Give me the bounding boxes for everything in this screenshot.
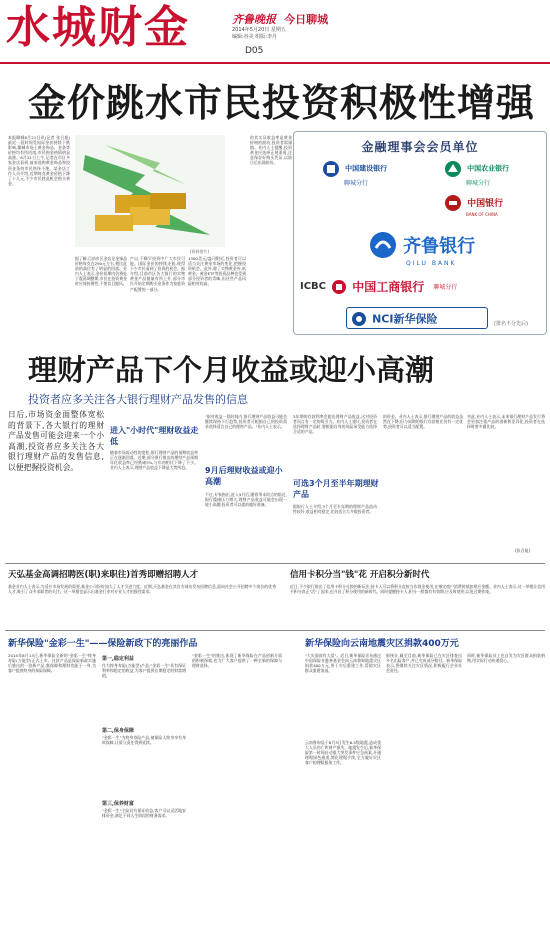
icbc-en: ICBC: [300, 281, 327, 292]
brief2-title: 信用卡积分当"钱"花 开启积分新时代: [290, 570, 430, 580]
bank-icbc: [300, 276, 540, 302]
boc-name: 中国银行: [467, 199, 504, 209]
news3-body2: "金彩一生"为终身寿险产品,被保险人终身享有身故保障,让爱与责任得到延续。: [102, 735, 186, 746]
nci-logo-icon: [351, 311, 367, 327]
date-line: 2014年5月20日 星期五: [232, 27, 286, 33]
ccb-name: 中国建设银行: [345, 164, 388, 173]
news3-body3: "金彩一生"主险具有保证收益,客户可以灵活地安排资金,满足不同人生阶段的财务需求。: [102, 808, 186, 819]
article2-byline: (张召旭): [515, 548, 531, 553]
article2-col3: "据对收益一段时间内,银行理财产品收益可能会继续保持下行趋势,投资者可根据自己的投资需求选择适合自己的理财产品。"业内人士表示。: [205, 414, 287, 430]
article2-col5: 的资金。业内人士表示,银行理财产品的收益虽然在下降,但与同期的银行存款相比仍有一定优势,投资者可以适当配置。: [383, 414, 463, 430]
abc-logo-icon: [444, 160, 462, 178]
subheadline-wealth-products: 投资者应多关注各大银行理财产品发售的信息: [28, 393, 248, 406]
news3-body4: "金彩一生"的推出,体现了新华保险在产品创新方面的积极探索,也为广大客户提供了一种全新的保障与理财选择。: [192, 653, 282, 669]
masthead: [0, 0, 550, 62]
paper-sub: 今日聊城: [284, 13, 329, 26]
ccb-logo-icon: [322, 160, 340, 178]
paper-logo: [232, 8, 328, 27]
ccb-sub: 聊城分行: [344, 179, 369, 187]
headline-gold-price: 金价跳水市民投资积极性增强: [28, 80, 536, 125]
bank-boc: [444, 192, 544, 222]
icbc-logo-icon: [331, 279, 347, 295]
article2-col2-head: 进入"小时代"理财收益走低: [110, 426, 199, 446]
article2-col4b: 据银行人士介绍,3个月至半年期的理财产品流动性较好,收益相对稳定,比较适合大多数投资者。: [293, 504, 377, 515]
boc-logo-icon: [444, 194, 462, 212]
article2-col4-head: 可选3个月至半年期理财产品: [293, 479, 379, 499]
news4-body2: 云南鲁甸县于8月3日发生6.5级地震,造成重大人员伤亡和财产损失。地震发生后,新华保险第一时间启动重大突发事件应急预案,开通理赔绿色通道,简化理赔手续,全力做好灾区客户的理赔服务工作。: [305, 740, 381, 766]
bank-abc: [444, 158, 544, 188]
article2-lead: 日后,市场资金面整体宽松的背景下,各大银行的理财产品发售可能会迎来一个小高潮,投资者应多关注各大银行理财产品的发售信息,以便把握投资机会。: [8, 410, 104, 472]
divider-2: [5, 630, 545, 631]
article1-col3: 产以,不稀罕投资中广大市民可能。国际金价的持续走低,使得不少市民看到了投资的机会。据介绍,目前市区各大银行的实物黄金产品销量有所上升,部分市民开始定期购买金条作为家庭资产配置的一部分。: [130, 256, 185, 292]
brief1-title: 天弘基金高调招聘医(职)来职往)首秀即赠招聘人才: [8, 570, 199, 580]
article2-col3-head: 9月后理财收益或迎小高潮: [205, 466, 283, 486]
nci-name: NCI新华保险: [372, 312, 438, 326]
article1-col2: 据了解,目前市区金店足金饰品价格每克在290元左右,相比此前的高位有了明显的回落。业内人士表示,金价短期内仍将处于震荡调整期,市民在投资黄金时应保持理性,不要盲目跟风。: [75, 256, 127, 287]
bank-ccb: [322, 158, 422, 188]
brief1-body: 基金业内人士表示,为适应市场发展的需要,基金公司纷纷加大了人才引进力度。近期,天弘基金在其官方网站发布招聘信息,面向社会公开招聘多个岗位的优秀人才,吸引了众多求职者的关注。这一举措也显示出基金行业对专业人才的强烈需求。: [8, 584, 276, 595]
ad-footnote: (排名不分先后): [494, 321, 528, 327]
icbc-sub: 聊城分行: [433, 284, 458, 291]
gold-illustration: [75, 135, 225, 247]
divider-1: [5, 563, 545, 564]
article2-col4: 3年期的存款利率会超出理财产品收益,这对投资者而言有一定的吸引力。业内人士建议,投资者在选择理财产品时,要根据自身的风险承受能力选择合适的产品。: [293, 414, 377, 435]
bank-members-ad: [293, 131, 547, 335]
icbc-name: 中国工商银行: [352, 280, 425, 294]
article2-col2: 随着市场流动性的宽松,银行理财产品的预期收益率正在逐渐回落。近期,部分银行推出的理财产品预期年化收益率已经跌破5%,与年初相比下降了不少。业内人士表示,理财产品收益下降是大势所趋。: [110, 450, 198, 471]
paper-brand: 齐鲁晚报: [232, 13, 276, 26]
news3-sec3: 第三,保养财富: [102, 801, 134, 807]
headline-wealth-products: 理财产品下个月收益或迎小高潮: [28, 353, 435, 387]
news4-title: 新华保险向云南地震灾区捐款400万元: [305, 639, 459, 649]
news3-title: 新华保险"金彩一生"——保险新政下的亮丽作品: [8, 639, 198, 649]
bank-qilu: [368, 230, 508, 270]
gold-arrow-image: [75, 135, 225, 247]
news4-body: "大灾面前有大爱"。近日,新华保险宣布通过中国保险业慈善基金会向云南鲁甸地震灾区捐款400万元,用于灾后重建工作,帮助灾区群众重建家园。: [305, 653, 381, 674]
brief2-body: 近日,不少银行推出了信用卡积分兑换的新玩法,持卡人可以将积分直接当作现金使用,在指定商户消费时抵扣相应金额。业内人士表示,这一举措让信用卡积分真正"活"了起来,也开启了积分使用的新时代。同时提醒持卡人,积分一般都有有效期,应及时使用,以免过期作废。: [290, 584, 545, 595]
page-number: D05: [245, 46, 264, 56]
qilu-name: 齐鲁银行: [403, 236, 476, 257]
article1-col5: 的其实证收益率是黄金价格的波动,投资者需谨慎。业内人士提醒,投资黄金应选择正规渠道,注意保存好购买凭证,以防日后出现纠纷。: [250, 135, 292, 166]
news3-sec1: 第一,稳定利益: [102, 656, 134, 662]
article2-col5-tail: 对此,业内人士表示,未来银行理财产品发行将会更加注重产品的创新和差异化,投资者在选择时要多做比较。: [467, 414, 545, 430]
news4-body4: 同时,新华保险员工也自发为灾区群众捐款捐物,用实际行动传递爱心。: [467, 653, 545, 664]
abc-name: 中国农业银行: [467, 164, 510, 173]
news4-body3: 据统计,截至目前,新华保险已在灾区排查出多名出险客户,并已完成部分赔付。新华保险表示,将继续关注灾区情况,积极履行企业社会责任。: [386, 653, 462, 674]
article1-col1: 本报聊城8月21日讯(记者 张召旭) 最近一段时间受国际金价持续下跌影响,聊城市场上黄金饰品、金条等价格均有所回落,市民购金热情明显高涨。8月21日上午,记者在市区多家金店看到,前来选购黄金饰品和投资金条的市民络绎不绝。某金店工作人员介绍,近期每克黄金价格下降了十几元,不少市民趁此机会购买黄金。: [8, 135, 70, 186]
news3-body: 2014年8月13日,新华保险全新的"金彩一生"终身寿险(万能型)正式上市。这款产品是保险新政实施后推出的一款新产品,集保障和理财功能于一身,为客户提供终身的保险保障。: [8, 653, 96, 674]
qilu-logo-icon: [368, 230, 398, 260]
masthead-rule: [0, 62, 550, 64]
article1-col4: 1300美元/盎司附近,投资者可以适当关注黄金市场的变化,把握投资机会。此外,除了实物黄金外,纸黄金、黄金ETF等投资品种也受到部分投资者的青睐,但这些产品风险相对较高。: [188, 256, 246, 287]
news3-body1: 作为终身寿险(万能型)产品,"金彩一生"具有保证利率和稳定的收益,为客户提供长期稳定的财富增值。: [102, 663, 186, 679]
qilu-sub: QILU BANK: [406, 260, 457, 267]
bank-nci: [346, 307, 488, 329]
section-title: 水城财金: [6, 2, 190, 53]
article2-col3b: 不过,专家指出,进入9月后,随着季末时点的临近,银行揽储压力增大,理财产品收益可能会出现一轮小高潮,投资者可以提前做好准备。: [205, 492, 287, 508]
ad-title: 金融理事会会员单位: [361, 140, 479, 154]
editor-line: 编辑:谷美 组版:李丹: [232, 34, 277, 40]
gold-image-caption: (资料图片): [190, 249, 210, 254]
abc-sub: 聊城分行: [466, 179, 491, 187]
boc-sub: BANK OF CHINA: [466, 211, 498, 217]
news3-sec2: 第二,保身保障: [102, 728, 134, 734]
